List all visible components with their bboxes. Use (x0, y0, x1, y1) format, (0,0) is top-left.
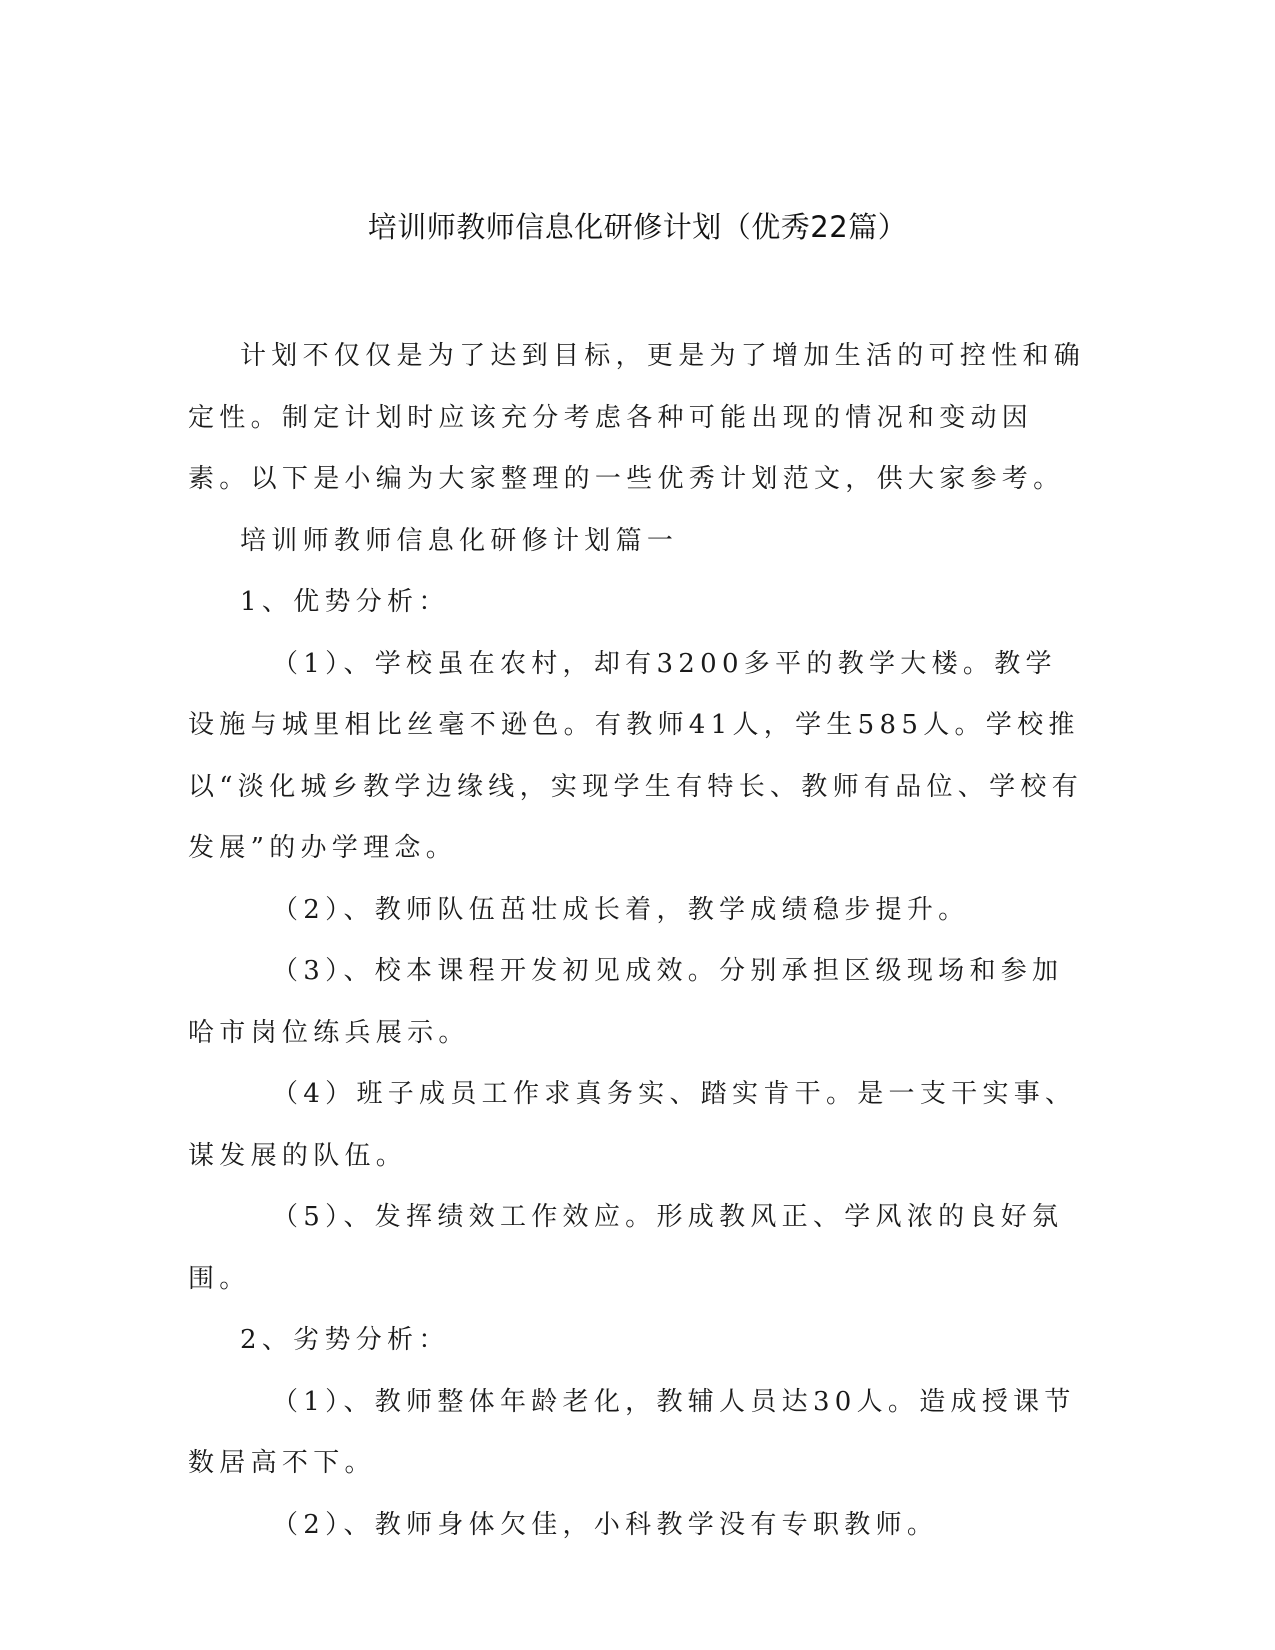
subheading-strengths: 1、优势分析： (240, 587, 450, 617)
intro-paragraph: 计划不仅仅是为了达到目标，更是为了增加生活的可控性和确定性。制定计划时应该充分考虑各种可能出现的情况和变动因素。以下是小编为大家整理的一些优秀计划范文，供大家参考。 (188, 341, 1086, 494)
list-item: （5）、发挥绩效工作效应。形成教风正、学风浓的良好氛围。 (188, 1202, 1064, 1294)
list-item: （3）、校本课程开发初见成效。分别承担区级现场和参加哈市岗位练兵展示。 (188, 956, 1064, 1048)
document-title: 培训师教师信息化研修计划（优秀22篇） (367, 210, 908, 244)
list-item: （1）、教师整体年龄老化，教辅人员达30人。造成授课节数居高不下。 (188, 1386, 1076, 1478)
list-item: （1）、学校虽在农村，却有3200多平的教学大楼。教学设施与城里相比丝毫不逊色。有教师41人，学生585人。学校推以“淡化城乡教学边缘线，实现学生有特长、教师有品位、学校有发展”的办学理念。 (188, 648, 1083, 863)
document-body (188, 326, 1088, 1556)
list-item: （2）、教师队伍茁壮成长着，教学成绩稳步提升。 (272, 894, 970, 925)
list-item: （2）、教师身体欠佳，小科教学没有专职教师。 (272, 1509, 939, 1540)
subheading-weaknesses: 2、劣势分析： (240, 1325, 450, 1355)
list-item: （4）班子成员工作求真务实、踏实肯干。是一支干实事、谋发展的队伍。 (188, 1079, 1077, 1171)
section-heading: 培训师教师信息化研修计划篇一 (240, 525, 679, 556)
